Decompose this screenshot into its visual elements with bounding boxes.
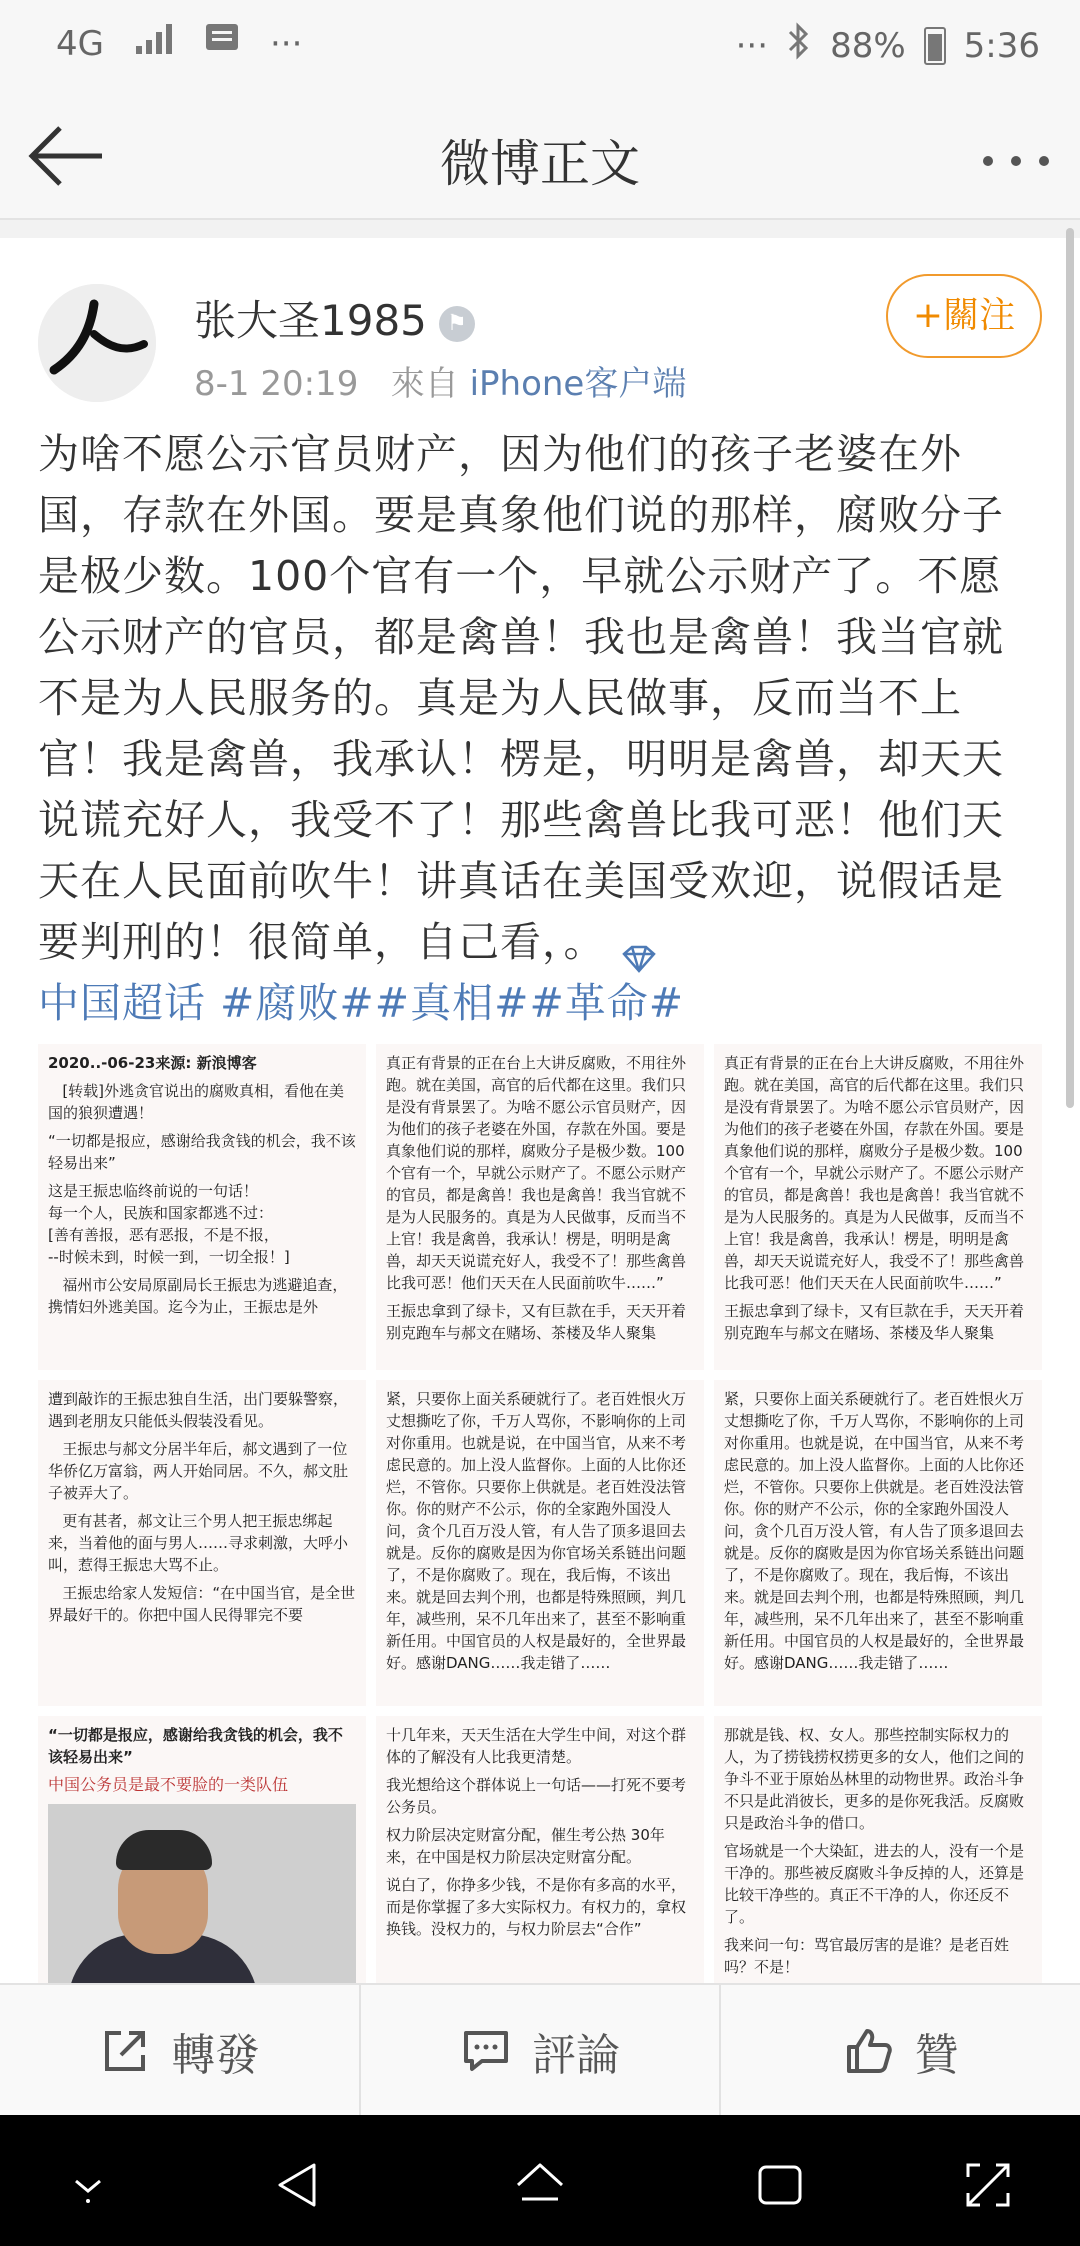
thumb-text: 官场就是一个大染缸，进去的人，没有一个是干净的。那些被反腐败斗争反掉的人，还算是比较干净些的。真正不干净的人，你还反不了。 [724,1842,1025,1926]
post-tags[interactable]: 中国超话 #腐败##真相##革命# [38,979,685,1027]
post-body: 为啥不愿公示官员财产，因为他们的孩子老婆在外国，存款在外国。要是真象他们说的那样，腐败分子是极少数。100个官有一个，早就公示财产了。不愿公示财产的官员，都是禽兽！我也是禽兽！我当官就不是为人民服务的。真是为人民做事，反而当不上官！我是禽兽，我承认！楞是，明明是禽兽，却天天说谎充好人，我受不了！那些禽兽比我可恶！他们天天在人民面前吹牛！讲真话在美国受欢迎，说假话是要判刑的！很简单，自己看，。 [38,430,1004,966]
thumb-text: 我光想给这个群体说上一句话——打死不要考公务员。 [386,1776,687,1816]
thumb-text: “一切都是报应，感谢给我贪钱的机会，我不该轻易出来” [48,1132,356,1172]
system-back-button[interactable] [270,2157,326,2213]
image-thumb-6[interactable] [714,1380,1042,1706]
image-thumb-8[interactable] [376,1716,704,1983]
post-source[interactable]: iPhone客户端 [469,364,687,404]
comment-label: 評論 [532,2030,620,2081]
thumb-text: 那就是钱、权、女人。那些控制实际权力的人，为了捞钱捞权捞更多的女人，他们之间的争斗不亚于原始丛林里的动物世界。政治斗争不只是此消彼长，更多的是你死我活。反腐败只是政治斗争的借口。 [724,1726,1025,1832]
home-button[interactable] [512,2157,568,2213]
image-thumb-7[interactable] [38,1716,366,1983]
page-title: 微博正文 [440,135,640,193]
expand-button[interactable] [960,2157,1016,2213]
thumb-text: 2020..-06-23来源: 新浪博客 [48,1054,257,1072]
username[interactable]: 张大圣1985 [194,296,427,345]
thumb-text: 说白了，你挣多少钱，不是你有多高的水平，而是你掌握了多大实际权力。有权力的，拿权换钱。没权力的，与权力阶层去“合作” [386,1876,687,1938]
nav-bar [0,92,1080,220]
comment-icon [460,2025,512,2077]
hide-nav-button[interactable] [60,2157,116,2213]
post-card [0,238,1080,1983]
status-extra: ··· [269,23,303,64]
status-right-extra: ··· [735,25,769,66]
thumb-caption: 中国公务员是最不要脸的一类队伍 [48,1775,289,1794]
chevron-down-icon [60,2157,116,2213]
like-label: 贊 [914,2030,959,2081]
thumb-text: 王振忠拿到了绿卡，又有巨款在手，天天开着别克跑车与郝文在赌场、茶楼及华人聚集 [386,1302,687,1342]
follow-button[interactable]: +關注 [886,274,1042,358]
scrollbar[interactable] [1066,228,1074,1108]
repost-label: 轉發 [171,2030,260,2081]
clock: 5:36 [963,25,1040,66]
image-thumb-1[interactable] [38,1044,366,1370]
thumb-text: 紧，只要你上面关系硬就行了。老百姓恨火万丈想撕吃了你，千万人骂你，不影响你的上司对你重用。也就是说，在中国当官，从来不考虑民意的。加上没人监督你。上面的人比你还烂，不管你。只要你上供就是。老百姓没法管你。你的财产不公示，你的全家跑外国没人问，贪个几百万没人管，有人告了顶多退回去就是。反你的腐败是因为你官场关系链出问题了，不是你腐败了。现在，我后悔，不该出来。就是回去判个刑，也都是特殊照顾，判几年，减些刑，呆不几年出来了，甚至不影响重新任用。中国官员的人权是最好的，全世界最好。感谢DANG……我走错了…… [724,1390,1025,1672]
home-icon [512,2157,568,2213]
system-nav-bar [0,2115,1080,2246]
message-icon [204,22,240,65]
recents-button[interactable] [752,2157,808,2213]
image-thumb-5[interactable] [376,1380,704,1706]
source-prefix: 來自 [390,364,459,404]
status-left [56,22,302,65]
more-dots-icon [980,151,1052,171]
thumb-text: [转载]外逃贪官说出的腐败真相，看他在美国的狼狈遭遇！ [48,1082,345,1122]
avatar[interactable] [38,284,156,402]
thumb-text: 真正有背景的正在台上大讲反腐败，不用往外跑。就在美国，高官的后代都在这里。我们只是没有背景罢了。为啥不愿公示官员财产，因为他们的孩子老婆在外国，存款在外国。要是真象他们说的那样，腐败分子是极少数。100个官有一个，早就公示财产了。不愿公示财产的官员，都是禽兽！我也是禽兽！我当官就不是为人民服务的。真是为人民做事，反而当不上官！我是禽兽，我承认！楞是，明明是禽兽，却天天说谎充好人，我受不了！那些禽兽比我可恶！他们天天在人民面前吹牛……” [386,1054,687,1292]
thumb-text: 紧，只要你上面关系硬就行了。老百姓恨火万丈想撕吃了你，千万人骂你，不影响你的上司对你重用。也就是说，在中国当官，从来不考虑民意的。加上没人监督你。上面的人比你还烂，不管你。只要你上供就是。老百姓没法管你。你的财产不公示，你的全家跑外国没人问，贪个几百万没人管，有人告了顶多退回去就是。反你的腐败是因为你官场关系链出问题了，不是你腐败了。现在，我后悔，不该出来。就是回去判个刑，也都是特殊照顾，判几年，减些刑，呆不几年出来了，甚至不影响重新任用。中国官员的人权是最好的，全世界最好。感谢DANG……我走错了…… [386,1390,687,1672]
triangle-back-icon [270,2157,326,2213]
like-button[interactable] [719,1985,1080,2117]
thumb-text: “一切都是报应，感谢给我贪钱的机会，我不该轻易出来” [48,1726,343,1766]
battery-percent: 88% [830,25,906,66]
share-icon [99,2025,151,2077]
post-time: 8-1 20:19 [194,364,359,404]
network-type: 4G [56,23,104,64]
battery-icon [924,27,946,65]
thumb-text: 我来问一句：骂官最厉害的是谁？是老百姓吗？不是！ [724,1936,1010,1976]
thumb-text: 福州市公安局原副局长王振忠为逃避追查，携情妇外逃美国。迄今为止，王振忠是外 [48,1276,348,1316]
photo-hair-shape [116,1830,212,1870]
bluetooth-icon [786,22,812,69]
portrait-photo [48,1804,356,1983]
diamond-icon [620,930,658,960]
action-bar [0,1983,1080,2117]
expand-icon [960,2157,1016,2213]
thumb-text: 十几年来，天天生活在大学生中间，对这个群体的了解没有人比我更清楚。 [386,1726,687,1766]
image-thumb-3[interactable] [714,1044,1042,1370]
more-options-button[interactable] [980,124,1052,184]
image-grid [38,1044,1042,1983]
status-right [736,22,1040,69]
thumb-text: 王振忠给家人发短信：“在中国当官，是全世界最好干的。你把中国人民得罪完不要 [48,1584,356,1624]
medal-icon: ⚑ [439,306,475,342]
image-thumb-4[interactable] [38,1380,366,1706]
signal-icon [134,22,174,65]
thumbs-up-icon [843,2025,895,2077]
thumb-text: 这是王振忠临终前说的一句话！ 每一个人，民族和国家都逃不过： [善有善报，恶有恶报，不是不报， --时候未到，时候一到，一切全报！] [48,1182,290,1266]
post-text [38,424,1042,1034]
comment-button[interactable] [359,1985,720,2117]
thumb-text: 更有甚者，郝文让三个男人把王振忠绑起来，当着他的面与男人……寻求刺激，大呼小叫，惹得王振忠大骂不止。 [48,1512,349,1574]
post-meta [194,356,686,405]
image-thumb-2[interactable] [376,1044,704,1370]
image-thumb-9[interactable] [714,1716,1042,1983]
recents-icon [752,2157,808,2213]
repost-button[interactable] [0,1985,359,2117]
thumb-text: 权力阶层决定财富分配，催生考公热 30年来，在中国是权力阶层决定财富分配。 [386,1826,665,1866]
thumb-text: 真正有背景的正在台上大讲反腐败，不用往外跑。就在美国，高官的后代都在这里。我们只是没有背景罢了。为啥不愿公示官员财产，因为他们的孩子老婆在外国，存款在外国。要是真象他们说的那样，腐败分子是极少数。100个官有一个，早就公示财产了。不愿公示财产的官员，都是禽兽！我也是禽兽！我当官就不是为人民服务的。真是为人民做事，反而当不上官！我是禽兽，我承认！楞是，明明是禽兽，却天天说谎充好人，我受不了！那些禽兽比我可恶！他们天天在人民面前吹牛……” [724,1054,1025,1292]
username-row[interactable] [194,288,475,348]
thumb-text: 王振忠拿到了绿卡，又有巨款在手，天天开着别克跑车与郝文在赌场、茶楼及华人聚集 [724,1302,1025,1342]
thumb-text: 遭到敲诈的王振忠独自生活，出门要躲警察，遇到老朋友只能低头假装没看见。 [48,1390,349,1430]
thumb-text: 王振忠与郝文分居半年后，郝文遇到了一位华侨亿万富翁，两人开始同居。不久，郝文肚子被弄大了。 [48,1440,349,1502]
status-bar [0,0,1080,92]
